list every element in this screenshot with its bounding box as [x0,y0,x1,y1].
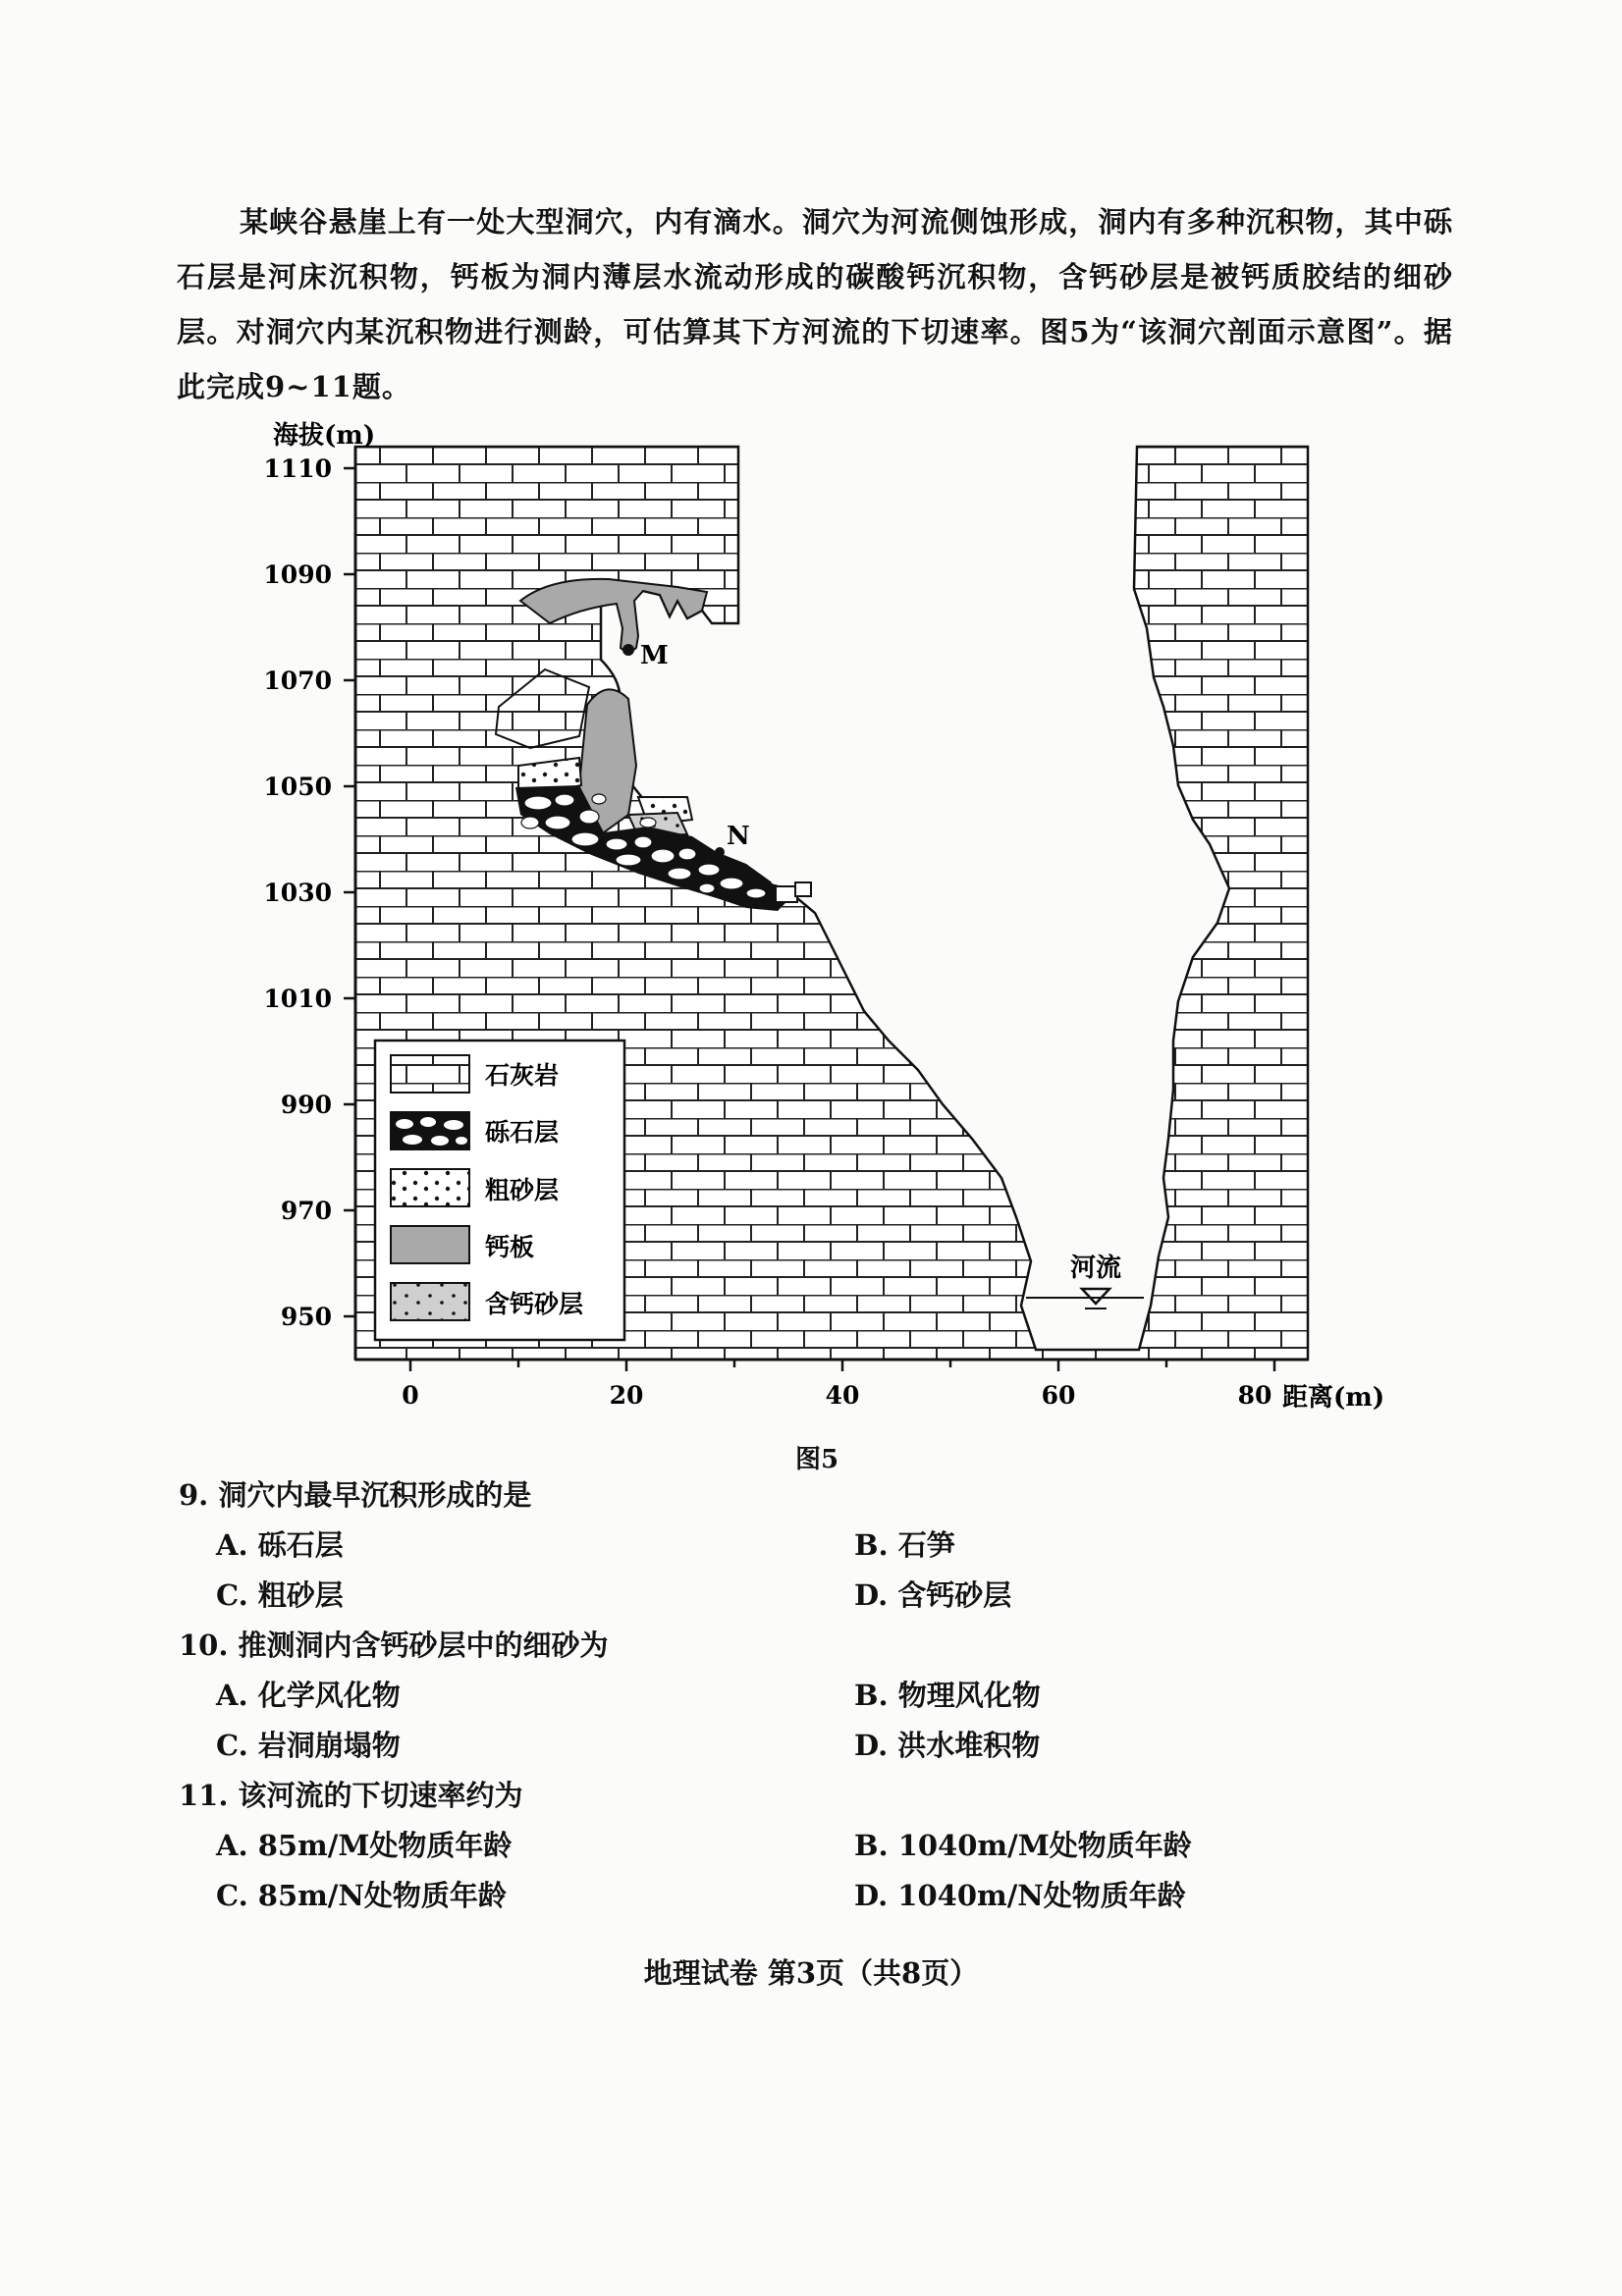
x-axis-label: 距离(m) [1282,1383,1385,1413]
point-m-label: M [640,641,669,670]
legend-swatch-calcareous-sand [391,1283,469,1320]
legend-label-calcareous-sand: 含钙砂层 [485,1290,584,1318]
option-b: B. 1040m/M处物质年龄 [854,1829,1192,1862]
legend-label-calcium-plate: 钙板 [485,1233,535,1261]
page-footer: 地理试卷 第3页（共8页） [643,1956,979,1990]
question-stem: 11. 该河流的下切速率约为 [179,1779,523,1812]
option-b: B. 石笋 [854,1528,955,1562]
y-tick-label: 1050 [263,773,332,801]
y-tick-label: 990 [280,1091,332,1119]
cave-section-figure [0,402,1622,1443]
option-a: A. 85m/M处物质年龄 [216,1829,513,1862]
option-a: A. 砾石层 [216,1528,344,1562]
legend-swatch-calcium-plate [391,1226,469,1263]
x-tick-label: 0 [402,1381,419,1410]
intro-text: 某峡谷悬崖上有一处大型洞穴，内有滴水。洞穴为河流侧蚀形成，洞内有多种沉积物，其中砾石层是河床沉积物，钙板为洞内薄层水流动形成的碳酸钙沉积物，含钙砂层是被钙质胶结的细砂层。对洞穴内某沉积物进行测龄，可估算其下方河流的下切速率。图5为“该洞穴剖面示意图”。据此完成9~11题。 [177,205,1453,403]
option-c: C. 岩洞崩塌物 [216,1729,401,1762]
option-row [179,1721,1455,1771]
intro-paragraph [177,194,1453,414]
x-axis-ticks [402,1360,1274,1410]
y-tick-label: 1010 [263,985,332,1013]
point-m [622,644,634,656]
option-row [179,1871,1455,1921]
legend-swatch-limestone [391,1055,469,1093]
option-d: D. 含钙砂层 [854,1578,1012,1612]
river-symbol [1082,1289,1109,1304]
option-d: D. 1040m/N处物质年龄 [854,1879,1186,1912]
x-tick-label: 80 [1237,1381,1272,1410]
legend-label-gravel: 砾石层 [485,1118,560,1147]
option-row [179,1521,1455,1571]
y-tick-label: 970 [280,1197,332,1225]
y-tick-label: 1030 [263,879,332,907]
figure-caption: 图5 [795,1445,839,1474]
legend-label-coarse-sand: 粗砂层 [485,1176,560,1204]
x-tick-label: 40 [825,1381,860,1410]
option-c: C. 粗砂层 [216,1578,344,1612]
y-tick-label: 950 [280,1303,332,1331]
option-a: A. 化学风化物 [216,1679,401,1712]
legend-label-limestone: 石灰岩 [485,1061,560,1090]
option-row [179,1671,1455,1721]
y-tick-label: 1110 [263,454,332,483]
question-stem: 10. 推测洞内含钙砂层中的细砂为 [179,1629,609,1662]
point-n [715,847,725,857]
legend-swatch-coarse-sand [391,1169,469,1206]
option-d: D. 洪水堆积物 [854,1729,1041,1762]
question-list [179,1470,1455,1921]
option-row [179,1571,1455,1621]
legend [375,1041,624,1340]
y-tick-label: 1070 [263,667,332,695]
option-row [179,1821,1455,1871]
x-tick-label: 60 [1041,1381,1076,1410]
option-b: B. 物理风化物 [854,1679,1041,1712]
y-axis-ticks [263,454,355,1331]
river-label: 河流 [1070,1254,1122,1283]
y-tick-label: 1090 [263,561,332,589]
option-c: C. 85m/N处物质年龄 [216,1879,507,1912]
y-axis-label: 海拔(m) [273,421,376,451]
x-tick-label: 20 [609,1381,644,1410]
point-n-label: N [727,822,750,851]
question-stem: 9. 洞穴内最早沉积形成的是 [179,1478,532,1512]
